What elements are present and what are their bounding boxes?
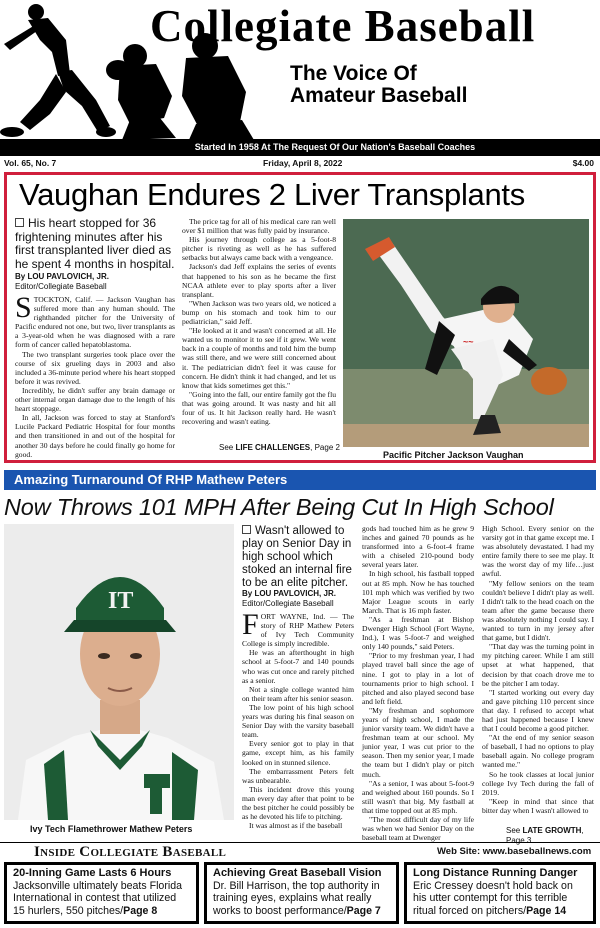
mathew-peters-photo (4, 524, 234, 820)
inside-teaser-2[interactable] (204, 862, 399, 924)
story2-paragraph: "The most difficult day of my life was when we had Senior Day on the baseball team at Dwenger (362, 815, 474, 843)
teaser-title: Long Distance Running Danger (413, 867, 578, 879)
deck-bullet-icon (15, 218, 24, 227)
lead-byline (15, 272, 185, 292)
story2-paragraph: "That day was the turning point in my pitching career. While I am still upset at what happened, that decision by that coach drove me to be the pitcher I am today. (482, 642, 594, 688)
story2-column-1 (242, 608, 354, 836)
story2-paragraph: "At the end of my senior season of baseball, I had no options to play baseball again. No college program wanted me." (482, 733, 594, 770)
story2-paragraph: "Prior to my freshman year, I had played travel ball since the age of nine. I got to play in a lot of tournaments prior to high school. I pitched and also played second base and left field. (362, 651, 474, 706)
teaser-desc (413, 880, 587, 917)
story2-paragraph: Not a single college wanted him on their team after his senior season. (242, 684, 354, 703)
see-label: See (506, 826, 521, 835)
story2-dropcap: F (242, 608, 259, 641)
deck-bullet-icon (242, 525, 251, 534)
lead-paragraph: The two transplant surgeries took place over the course of six grueling days in 2003 and also included a 36-minute period where his heart stopped before it was revived. (15, 349, 175, 386)
story2-byline-title: Editor/Collegiate Baseball (242, 599, 334, 608)
story2-banner: Amazing Turnaround Of RHP Mathew Peters (4, 470, 596, 490)
lead-deck (15, 217, 185, 271)
lead-paragraph: Incredibly, he didn't suffer any brain damage or other internal organ damage due to the length of his heart stoppage. (15, 385, 175, 414)
lead-paragraph: In all, Jackson was forced to stay at Stanford's Lucile Packard Pediatric Hospital for four months and then transitioned in and out of the hospital for another 30 days before he could finally go home for good. (15, 413, 175, 459)
lead-deck-text: His heart stopped for 36 frightening minutes after his first transplanted liver died as he spent 4 months in hospital. (15, 216, 175, 271)
svg-text:~~: ~~ (463, 337, 474, 347)
lead-continued-link[interactable] (219, 443, 340, 453)
lead-paragraph: The price tag for all of his medical care ran well over $1 million that was fully paid by insurance. (182, 217, 336, 236)
story2-paragraph: The low point of his high school years was during his final season on Senior Day with the varsity baseball team. (242, 702, 354, 740)
story2-paragraph: "I started working out every day and gave pitching 110 percent since that day. I refused to accept what had just happened because I knew that I could become a good pitcher. (482, 687, 594, 734)
see-label: See (219, 443, 234, 452)
lead-dropcap: S (15, 291, 32, 324)
story2-byline-name: By LOU PAVLOVICH, JR. (242, 589, 336, 598)
story2-paragraph: The embarrassment Peters felt was unbearable. (242, 766, 354, 785)
website-link[interactable]: Web Site: www.baseballnews.com (437, 846, 592, 857)
lead-column-2 (182, 217, 336, 437)
story2-column-3 (482, 524, 594, 822)
story2-paragraph: "My freshman and sophomore years of high school, I made the junior varsity team. We didn't have a freshman team at our school. My junior year, I was cut prior to the season. Then my senior year, I made the team but I didn't play or pitch much. (362, 705, 474, 779)
lead-paragraph: "He looked at it and wasn't concerned at all. He wanted us to monitor it to see if it grew. We went back in a couple of months and told him the bump was still there, and we were still concerned about it. The pediatrician didn't feel it was cause for concern. He didn't think it had changed, and let us know that kids sometimes get this." (182, 326, 336, 390)
lead-paragraph: His journey through college as a 5-foot-8 pitcher is riveting as well as he has suffered setbacks but always came back with a vengeance. (182, 235, 336, 263)
volume-number: Vol. 65, No. 7 (4, 158, 57, 168)
story2-paragraph: "My fellow seniors on the team couldn't believe I didn't play as well. I didn't talk to the head coach on the team after the game because there was absolutely nothing I could say. I wanted to turn in my jersey after that game, but I didn't. (482, 578, 594, 643)
lead-headline: Vaughan Endures 2 Liver Transplants (19, 177, 525, 212)
story2-paragraph (242, 608, 354, 649)
masthead (0, 0, 600, 156)
story2-headline: Now Throws 101 MPH After Being Cut In High School (4, 494, 554, 520)
teaser-desc-text: Eric Cressey doesn't hold back on his utter contempt for this terrible ritual forced on pitchers/ (413, 880, 573, 917)
story2-column-2 (362, 524, 474, 843)
masthead-tagline (290, 63, 467, 107)
see-page: , Page 3 (506, 826, 584, 845)
lead-byline-title: Editor/Collegiate Baseball (15, 282, 107, 291)
svg-text:IT: IT (108, 588, 134, 614)
lead-byline-name: By LOU PAVLOVICH, JR. (15, 272, 109, 281)
story2-paragraph: So he took classes at local junior college Ivy Tech during the fall of 2019. (482, 769, 594, 797)
teaser-desc (13, 880, 190, 917)
story2-byline (242, 589, 354, 609)
teaser-desc-text: Jacksonville ultimately beats Florida International in contest that utilized 15 hurlers, 550 pitches/ (13, 880, 182, 917)
story2-paragraph: This incident drove this young man every day after that point to be the best pitcher he could possibly be as he devoted his life to pitching. (242, 784, 354, 822)
story2-paragraph: He was an afterthought in high school at 5-foot-7 and 140 pounds who was cut once and rarely pitched as a senior. (242, 648, 354, 685)
tagline-line2: Amateur Baseball (290, 84, 468, 107)
story2-paragraph: It was almost as if the baseball (249, 821, 343, 831)
lead-paragraph: "Going into the fall, our entire family got the flu that was going around. It was nasty and hit all four of us. It hit Jackson really hard. He wasn't recovering and wasn't eating. (182, 389, 336, 427)
lead-paragraph-text: TOCKTON, Calif. — Jackson Vaughan has suffered more than any human should. The righthanded pitcher for the University of Pacific endured not one, but two, liver transplants as a 3-year-old when he was diagnosed with a rare form of cancer called hepatoblastoma. (15, 295, 175, 350)
story2-paragraph-text: ORT WAYNE, Ind. — The story of RHP Mathew Peters of Ivy Tech Community College is simply incredible. (242, 612, 354, 649)
teaser-title: 20-Inning Game Lasts 6 Hours (13, 867, 172, 879)
lead-photo-caption: Pacific Pitcher Jackson Vaughan (383, 450, 524, 460)
lead-story (4, 172, 596, 463)
dateline (0, 158, 600, 170)
inside-teaser-3[interactable] (404, 862, 596, 924)
story2-paragraph: In high school, his fastball topped out at 85 mph. Now he has touched 101 mph which was verified by two Major League scouts in early March. That is 16 mph faster. (362, 569, 474, 615)
teaser-page: Page 14 (526, 904, 567, 917)
issue-date: Friday, April 8, 2022 (263, 158, 343, 168)
see-ref: LIFE CHALLENGES (235, 443, 311, 452)
teaser-title: Achieving Great Baseball Vision (213, 867, 382, 879)
founded-text: Started In 1958 At The Request Of Our Nation's Baseball Coaches (194, 142, 476, 152)
story2-paragraph: "Keep in mind that since that bitter day when I wasn't allowed to (482, 796, 594, 815)
lead-column-1 (15, 291, 175, 460)
teaser-desc (213, 880, 390, 917)
story2-paragraph: High School. Every senior on the varsity got in that game except me. I was absolutely devastated. I had my entire family there to see me play. It was the worst day of my life…just awful. (482, 524, 594, 579)
story2-paragraph: Every senior got to play in that game, except him, as his family looked on in stunned silence. (242, 739, 354, 767)
teaser-page: Page 8 (123, 904, 158, 917)
story2-photo-caption: Ivy Tech Flamethrower Mathew Peters (30, 824, 193, 834)
tagline-line1: The Voice Of (290, 62, 417, 85)
jackson-vaughan-photo (343, 219, 589, 447)
see-page: , Page 2 (310, 443, 340, 452)
lead-paragraph (15, 291, 175, 350)
lead-paragraph: "When Jackson was two years old, we noticed a bump on his stomach and took him to our pediatrician," said Jeff. (182, 298, 336, 327)
story2-deck (242, 525, 354, 590)
inside-header (0, 842, 600, 860)
story2-paragraph: gods had touched him as he grew 9 inches and gained 70 pounds as he transformed into a 6-foot-4 frame with a chiseled 210-pound body several years later. (362, 524, 474, 570)
teaser-page: Page 7 (346, 904, 381, 917)
masthead-title: Collegiate Baseball (150, 1, 536, 51)
founded-bar (0, 139, 600, 156)
inside-title: Inside Collegiate Baseball (34, 844, 227, 860)
story2-paragraph: "As a senior, I was about 5-foot-9 and weighed about 160 pounds. So I still wasn't that big. My fastball at that time topped out at 85 mph. (362, 778, 474, 815)
issue-price: $4.00 (572, 158, 594, 168)
lead-paragraph: Jackson's dad Jeff explains the series of events that happened to his son as he became the first NCAA athlete ever to play sports after a liver transplant. (182, 262, 336, 299)
story2-paragraph: "As a freshman at Bishop Dwenger High School (Fort Wayne, Ind.), I was 5-foot-7 and weighed only 140 pounds," said Peters. (362, 614, 474, 652)
see-ref: LATE GROWTH (522, 826, 582, 835)
inside-teaser-1[interactable] (4, 862, 199, 924)
story2-deck-text: Wasn't allowed to play on Senior Day in high school which stoked an internal fire to be an elite pitcher. (242, 525, 352, 589)
teaser-desc-text: Dr. Bill Harrison, the top authority in training eyes, explains what really works to boost performance/ (213, 880, 380, 917)
